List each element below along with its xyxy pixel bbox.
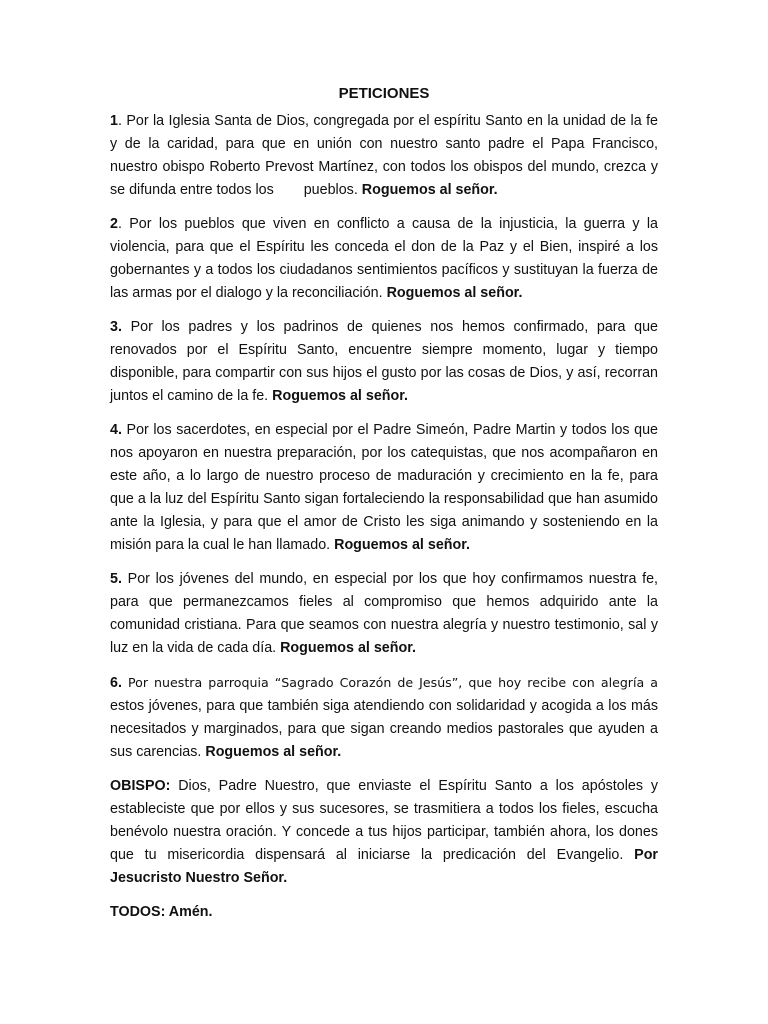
obispo-label: OBISPO: xyxy=(110,778,171,794)
petition-number: 1 xyxy=(110,113,118,129)
page-title: PETICIONES xyxy=(338,85,430,102)
refrain: Roguemos al señor. xyxy=(334,537,470,553)
obispo-prayer xyxy=(110,775,658,890)
refrain: Roguemos al señor. xyxy=(280,640,416,656)
document-body xyxy=(110,110,658,935)
petition-number: 2 xyxy=(110,216,118,232)
petition-text-end: pueblos. xyxy=(303,182,358,198)
refrain: Roguemos al señor. xyxy=(361,182,498,198)
obispo-closing: Por Jesucristo Nuestro Señor. xyxy=(110,847,658,886)
petition-number: 3. xyxy=(110,319,122,335)
petition-number: 6. xyxy=(110,675,122,691)
petition-text: Por los sacerdotes, en especial por el Padre Simeón, Padre Martin y todos los que nos apoyaron en nuestra preparación, por los catequistas, que nos acompañaron en este año, a lo largo de nuestro proceso de maduración y crecimiento en la fe, para que a la luz del Espíritu Santo sigan fortaleciendo la responsabilidad que han asumido ante la Iglesia, y para que el amor de Cristo les siga animando y sosteniendo en la misión para la cual le han llamado. xyxy=(110,422,658,553)
petition-4 xyxy=(110,419,658,557)
refrain: Roguemos al señor. xyxy=(386,285,523,301)
refrain: Roguemos al señor. xyxy=(272,388,408,404)
petition-text: Por los padres y los padrinos de quienes nos hemos confirmado, para que renovados por el Espíritu Santo, encuentre siempre momento, lugar y tiempo disponible, para compartir con sus hijos el gusto por las cosas de Dios, y así, recorran juntos el camino de la fe. xyxy=(110,319,658,404)
petition-number: 5. xyxy=(110,571,122,587)
petition-text: . Por la Iglesia Santa de Dios, congregada por el espíritu Santo en la unidad de la fe y de la caridad, para que en unión con nuestro santo padre el Papa Francisco, nuestro obispo Roberto Prevost Martínez, con todos los obispos del mundo, crezca y se difunda entre todos los xyxy=(110,113,658,198)
todos-text: TODOS: Amén. xyxy=(110,904,213,920)
petition-text-alt-font: Por nuestra parroquia “Sagrado Corazón de Jesús”, que hoy recibe con alegría a xyxy=(127,675,658,690)
petition-6 xyxy=(110,671,658,764)
petition-5 xyxy=(110,568,658,660)
petition-3 xyxy=(110,316,658,408)
petition-text: Por los jóvenes del mundo, en especial por los que hoy confirmamos nuestra fe, para que permanezcamos fieles al compromiso que hemos adquirido ante la comunidad cristiana. Para que seamos con nuestra alegría y nuestro testimonio, sal y luz en la vida de cada día. xyxy=(110,571,658,656)
petition-number: 4. xyxy=(110,422,122,438)
petition-text: . Por los pueblos que viven en conflicto a causa de la injusticia, la guerra y la violencia, para que el Espíritu les conceda el don de la Paz y el Bien, inspiré a los gobernantes y a todos los ciudadanos sentimientos pacíficos y sustituyan la fuerza de las armas por el dialogo y la reconciliación. xyxy=(110,216,658,301)
petition-text: estos jóvenes, para que también siga atendiendo con solidaridad y acogida a los más necesitados y marginados, para que sigan creando medios pastorales que ayuden a sus carencias. xyxy=(110,698,658,760)
obispo-text: Dios, Padre Nuestro, que enviaste el Espíritu Santo a los apóstoles y estableciste que por ellos y sus sucesores, se trasmitiera a todos los fieles, escucha benévolo nuestra oración. Y concede a tus hijos participar, también ahora, los dones que tu misericordia dispensará al iniciarse la predicación del Evangelio. xyxy=(110,778,658,863)
todos-response xyxy=(110,901,658,924)
petition-2 xyxy=(110,213,658,305)
petition-1 xyxy=(110,110,658,202)
refrain: Roguemos al señor. xyxy=(205,744,342,760)
